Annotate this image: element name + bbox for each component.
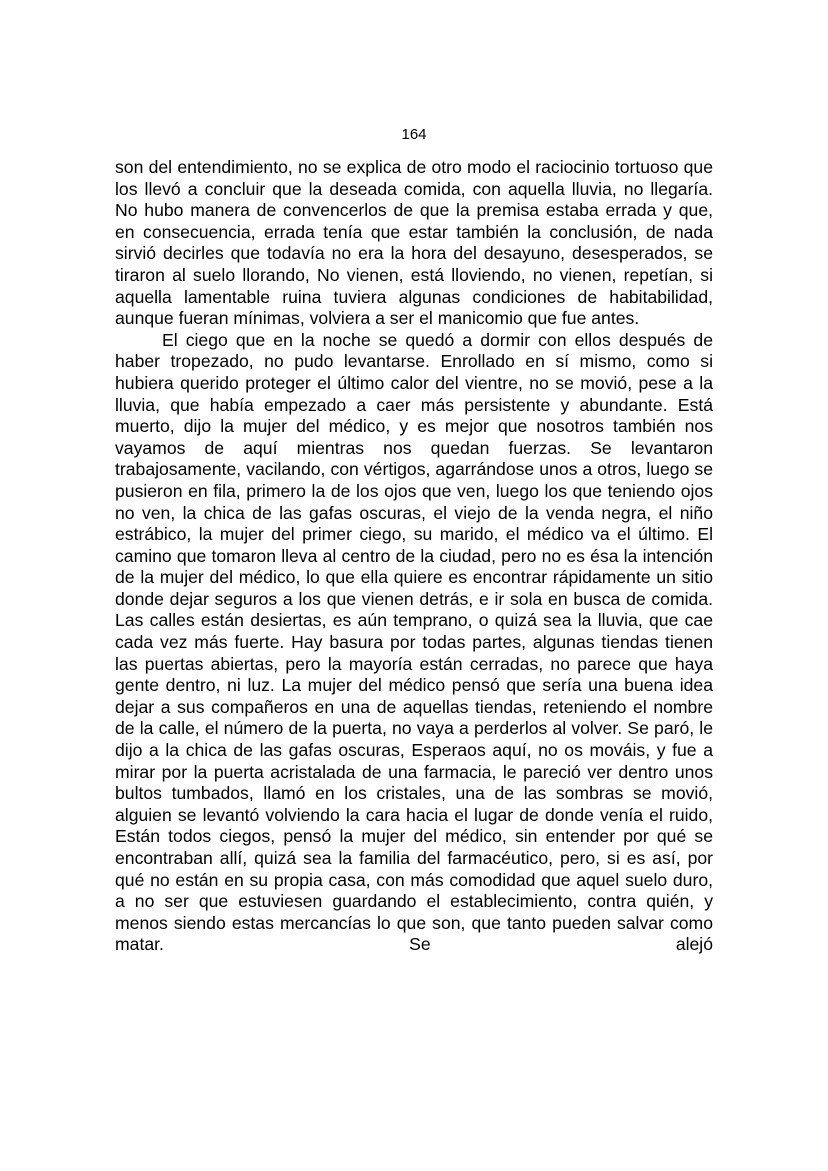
page-number: 164	[401, 126, 427, 143]
paragraph-1: son del entendimiento, no se explica de otro modo el raciocinio tortuoso que los llevó a concluir que la deseada comida, con aquella lluvia, no llegaría. No hubo manera de convencerlos de que la premisa estaba errada y que, en consecuencia, errada tenía que estar también la conclusión, de nada sirvió decirles que todavía no era la hora del desayuno, desesperados, se tiraron al suelo llorando, No vienen, está lloviendo, no vienen, repetían, si aquella lamentable ruina tuviera algunas condiciones de habitabilidad, aunque fueran mínimas, volviera a ser el manicomio que fue antes.	[115, 157, 713, 329]
paragraph-2: El ciego que en la noche se quedó a dormir con ellos después de haber tropezado, no pudo levantarse. Enrollado en sí mismo, como si hubiera querido proteger el último calor del vientre, no se movió, pese a la lluvia, que había empezado a caer más persistente y abundante. Está muerto, dijo la mujer del médico, y es mejor que nosotros también nos vayamos de aquí mientras nos quedan fuerzas. Se levantaron trabajosamente, vacilando, con vértigos, agarrándose unos a otros, luego se pusieron en fila, primero la de los ojos que ven, luego los que teniendo ojos no ven, la chica de las gafas oscuras, el viejo de la venda negra, el niño estrábico, la mujer del primer ciego, su marido, el médico va el último. El camino que tomaron lleva al centro de la ciudad, pero no es ésa la intención de la mujer del médico, lo que ella quiere es encontrar rápidamente un sitio donde dejar seguros a los que vienen detrás, e ir sola en busca de comida. Las calles están desiertas, es aún temprano, o quizá sea la lluvia, que cae cada vez más fuerte. Hay basura por todas partes, algunas tiendas tienen las puertas abiertas, pero la mayoría están cerradas, no parece que haya gente dentro, ni luz. La mujer del médico pensó que sería una buena idea dejar a sus compañeros en una de aquellas tiendas, reteniendo el nombre de la calle, el número de la puerta, no vaya a perderlos al volver. Se paró, le dijo a la chica de las gafas oscuras, Esperaos aquí, no os mováis, y fue a mirar por la puerta acristalada de una farmacia, le pareció ver dentro unos bultos tumbados, llamó en los cristales, una de las sombras se movió, alguien se levantó volviendo la cara hacia el lugar de donde venía el ruido, Están todos ciegos, pensó la mujer del médico, sin entender por qué se encontraban allí, quizá sea la familia del farmacéutico, pero, si es así, por qué no están en su propia casa, con más comodidad que aquel suelo duro, a no ser que estuviesen guardando el establecimiento, contra quién, y menos siendo estas mercancías lo que son, que tanto pueden salvar como matar. Se alejó	[115, 329, 713, 955]
body-text	[115, 157, 713, 956]
